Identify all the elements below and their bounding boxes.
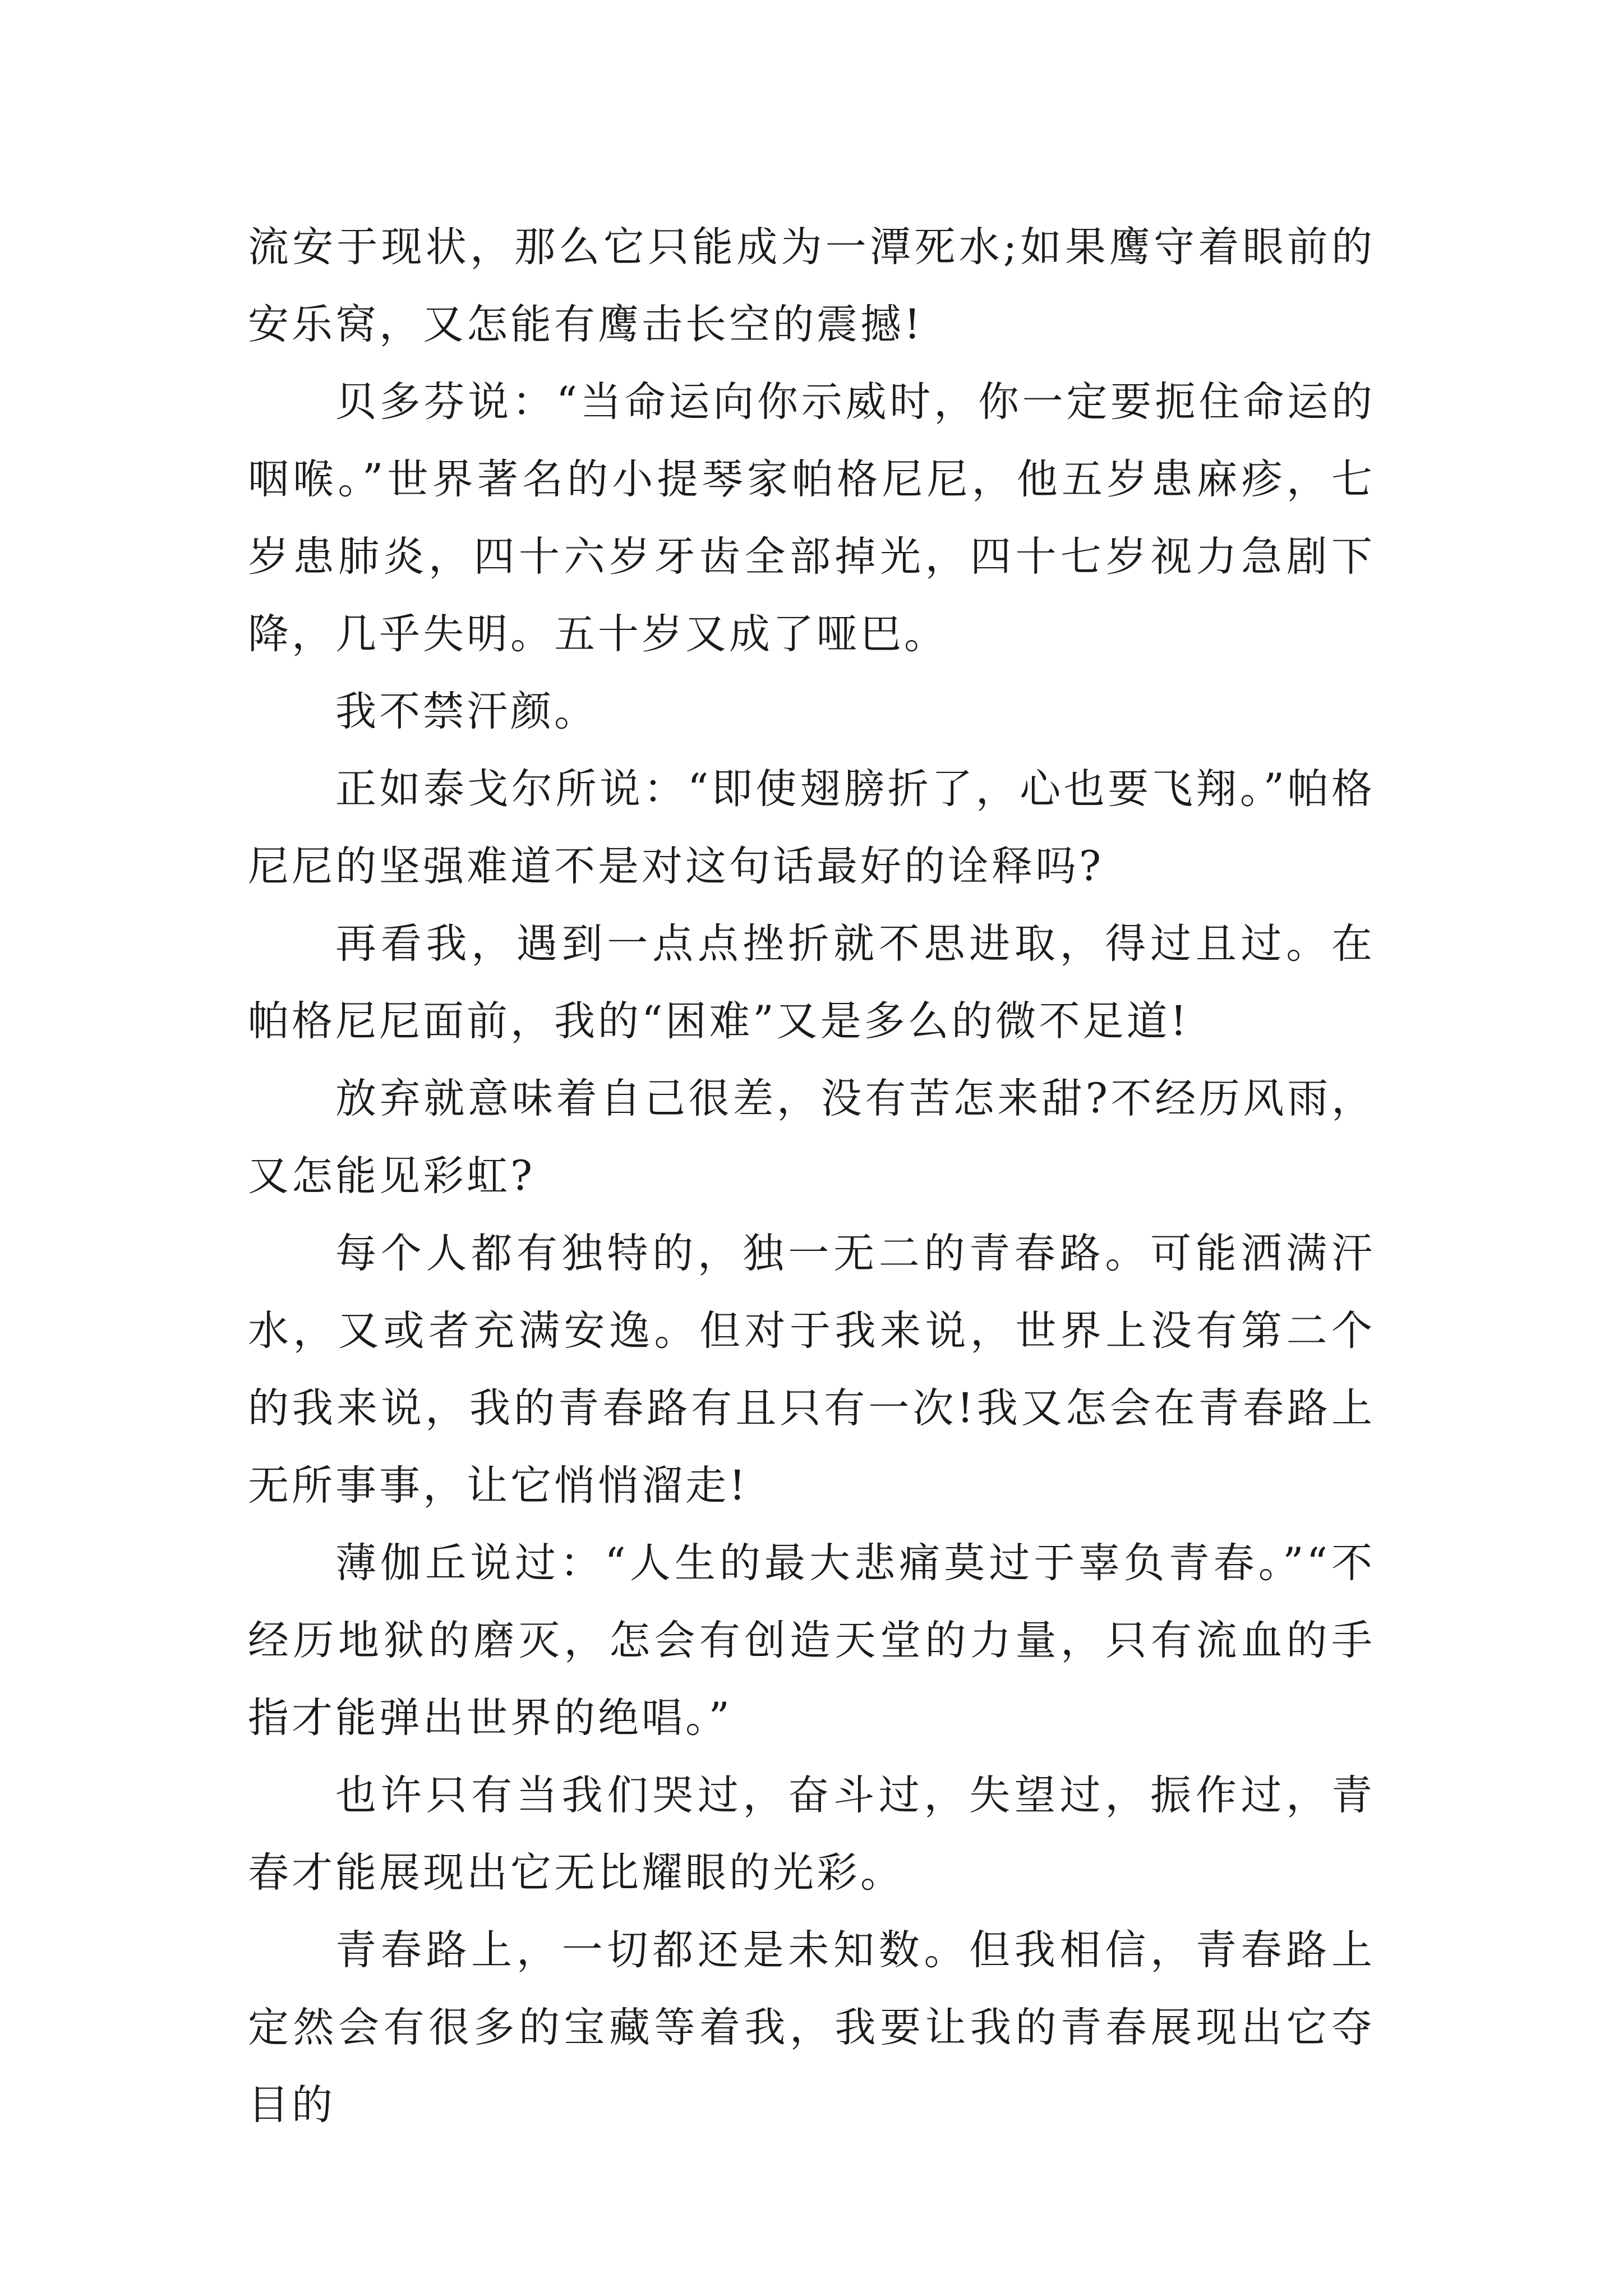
paragraph-9: 也许只有当我们哭过，奋斗过，失望过，振作过，青春才能展现出它无比耀眼的光彩。 [248, 1772, 1375, 1897]
essay-body [248, 209, 1375, 2144]
paragraph-3: 我不禁汗颜。 [335, 688, 598, 735]
paragraph-4: 正如泰戈尔所说：“即使翅膀折了，心也要飞翔。”帕格尼尼的坚强难道不是对这句话最好的诠释吗? [248, 765, 1375, 890]
paragraph-5: 再看我，遇到一点点挫折就不思进取，得过且过。在帕格尼尼面前，我的“困难”又是多么的微不足道! [248, 920, 1375, 1045]
paragraph-8: 薄伽丘说过：“人生的最大悲痛莫过于辜负青春。”“不经历地狱的磨灭，怎会有创造天堂的力量，只有流血的手指才能弹出世界的绝唱。” [248, 1539, 1375, 1742]
paragraph-6: 放弃就意味着自己很差，没有苦怎来甜?不经历风雨，又怎能见彩虹? [248, 1075, 1375, 1200]
paragraph-2: 贝多芬说：“当命运向你示威时，你一定要扼住命运的咽喉。”世界著名的小提琴家帕格尼尼，他五岁患麻疹，七岁患肺炎，四十六岁牙齿全部掉光，四十七岁视力急剧下降，几乎失明。五十岁又成了哑巴。 [248, 378, 1375, 658]
paragraph-10: 青春路上，一切都还是未知数。但我相信，青春路上定然会有很多的宝藏等着我，我要让我的青春展现出它夺目的 [248, 1926, 1375, 2129]
paragraph-7: 每个人都有独特的，独一无二的青春路。可能洒满汗水，又或者充满安逸。但对于我来说，世界上没有第二个的我来说，我的青春路有且只有一次!我又怎会在青春路上无所事事，让它悄悄溜走! [248, 1230, 1375, 1510]
paragraph-1: 流安于现状，那么它只能成为一潭死水;如果鹰守着眼前的安乐窝，又怎能有鹰击长空的震撼! [248, 223, 1375, 348]
